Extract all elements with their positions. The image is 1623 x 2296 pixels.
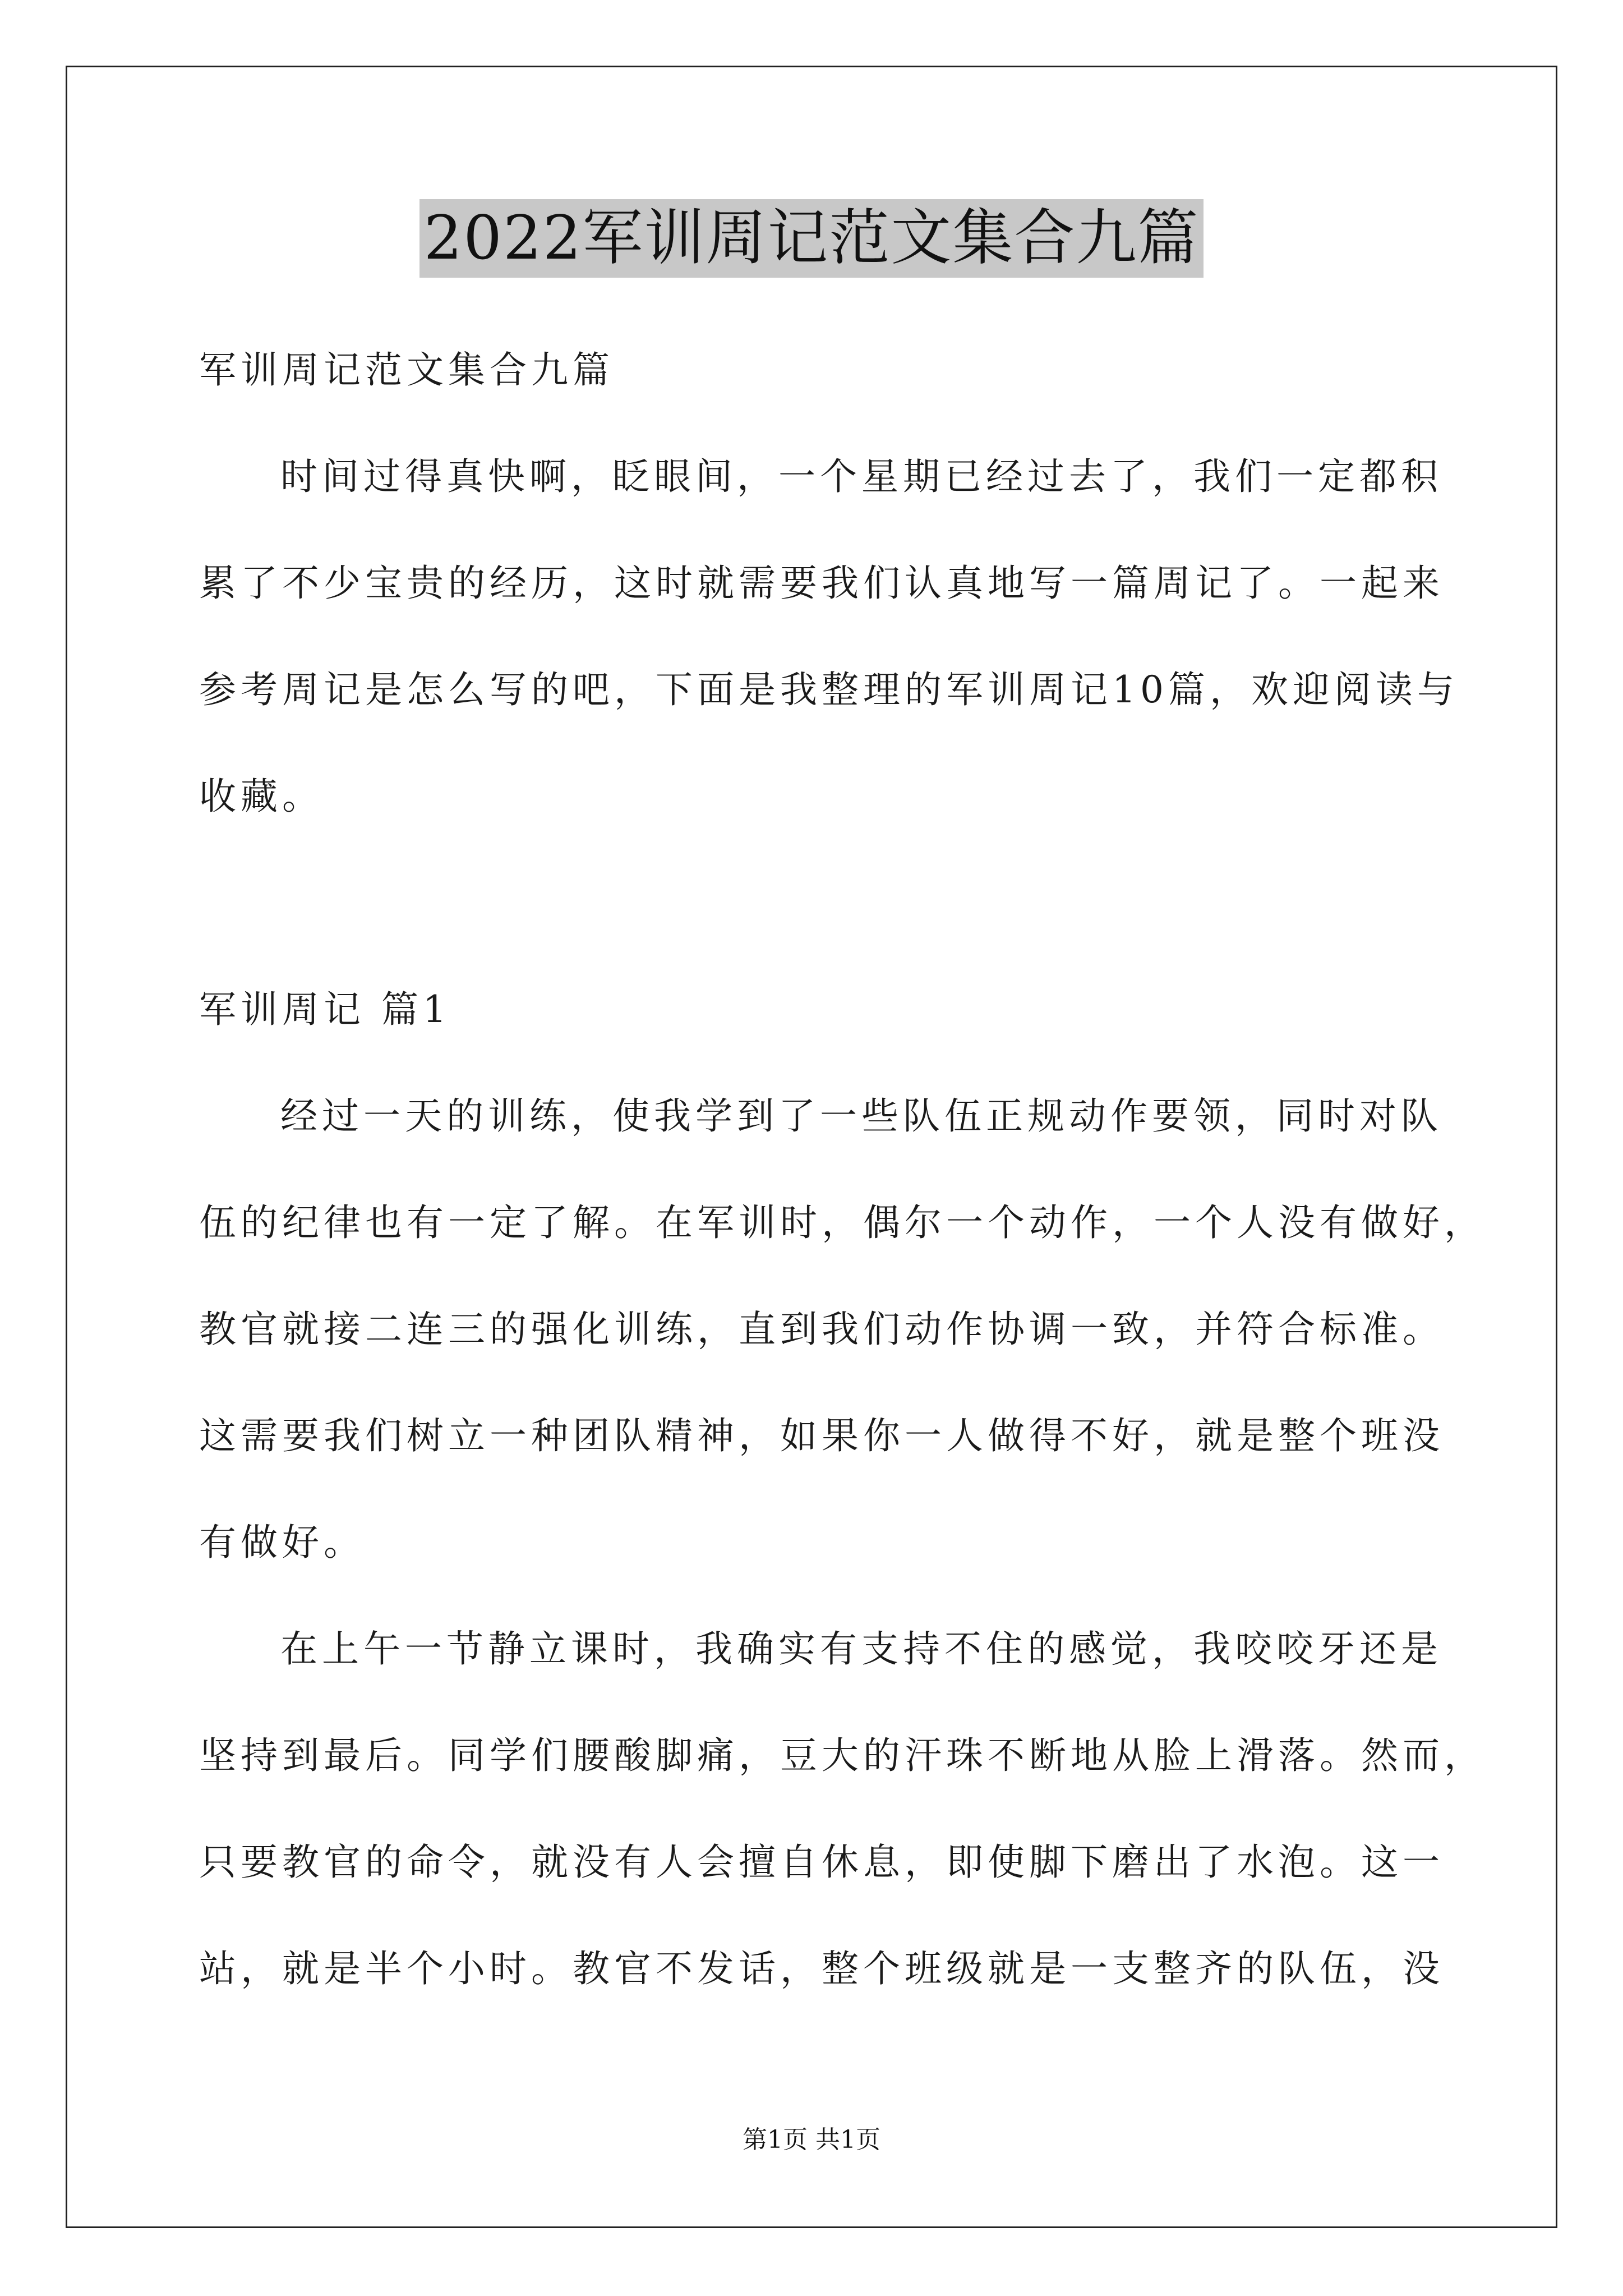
document-subtitle: 军训周记范文集合九篇: [199, 348, 614, 392]
paragraph-line: 有做好。: [199, 1521, 365, 1564]
paragraph-line: 这需要我们树立一种团队精神，如果你一人做得不好，就是整个班没: [199, 1414, 1444, 1457]
intro-line: 时间过得真快啊，眨眼间，一个星期已经过去了，我们一定都积: [280, 455, 1442, 498]
paragraph-line: 站，就是半个小时。教官不发话，整个班级就是一支整齐的队伍，没: [199, 1947, 1444, 1990]
paragraph-line: 教官就接二连三的强化训练，直到我们动作协调一致，并符合标准。: [199, 1308, 1444, 1351]
paragraph-line: 在上午一节静立课时，我确实有支持不住的感觉，我咬咬牙还是: [280, 1627, 1442, 1671]
paragraph-line: 经过一天的训练，使我学到了一些队伍正规动作要领，同时对队: [280, 1094, 1442, 1138]
document-title: 2022军训周记范文集合九篇: [419, 199, 1204, 278]
page-footer: [0, 2123, 1623, 2157]
title-container: [0, 199, 1623, 278]
intro-line: 收藏。: [199, 775, 324, 818]
paragraph-line: 伍的纪律也有一定了解。在军训时，偶尔一个动作，一个人没有做好，: [199, 1201, 1486, 1244]
section-heading: 军训周记 篇1: [199, 988, 451, 1031]
intro-line: 累了不少宝贵的经历，这时就需要我们认真地写一篇周记了。一起来: [199, 562, 1444, 605]
paragraph-line: 只要教官的命令，就没有人会擅自休息，即使脚下磨出了水泡。这一: [199, 1841, 1444, 1884]
page-number: 第1页 共1页: [743, 2125, 880, 2154]
paragraph-line: 坚持到最后。同学们腰酸脚痛，豆大的汗珠不断地从脸上滑落。然而，: [199, 1734, 1486, 1777]
intro-line: 参考周记是怎么写的吧，下面是我整理的军训周记10篇，欢迎阅读与: [199, 668, 1459, 711]
document-body: [199, 317, 1486, 2022]
section-gap: [199, 850, 1444, 956]
